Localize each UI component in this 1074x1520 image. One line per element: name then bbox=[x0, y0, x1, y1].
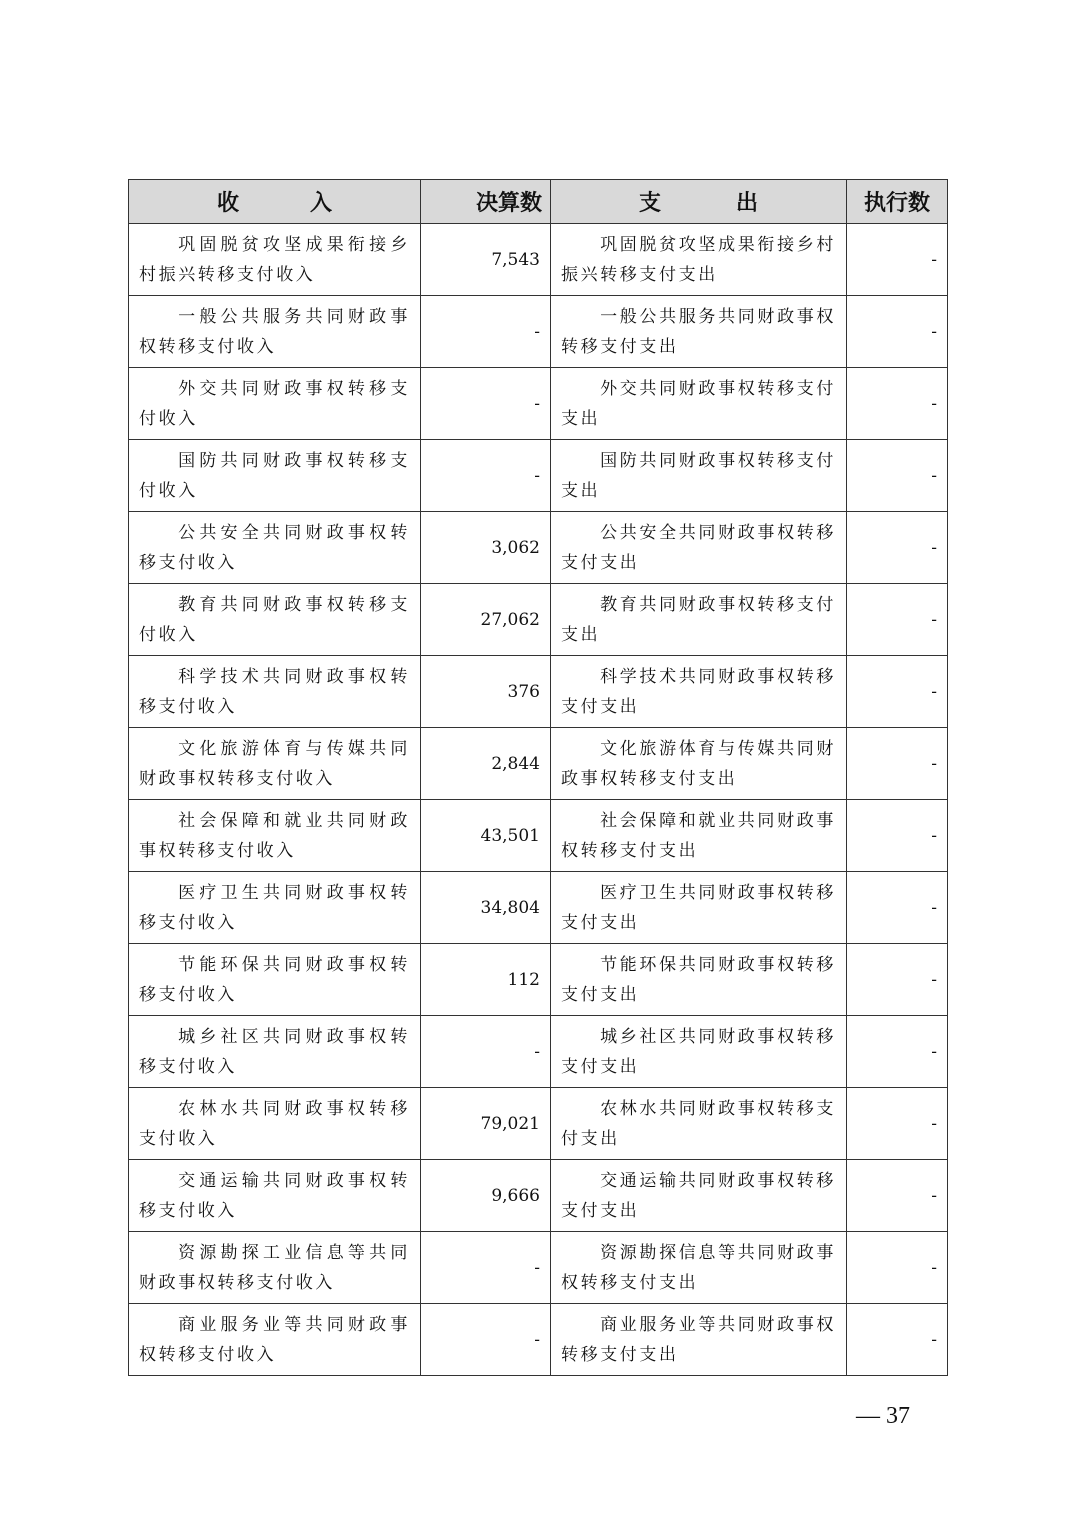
income-amount-cell: - bbox=[421, 1232, 551, 1304]
expend-amount-cell: - bbox=[847, 800, 948, 872]
expend-amount-cell: - bbox=[847, 1304, 948, 1376]
expend-amount-cell: - bbox=[847, 944, 948, 1016]
table-row bbox=[129, 1304, 948, 1376]
income-item-cell: 一般公共服务共同财政事权转移支付收入 bbox=[129, 296, 421, 368]
expend-item-cell: 农林水共同财政事权转移支付支出 bbox=[551, 1088, 847, 1160]
table-row bbox=[129, 1160, 948, 1232]
income-amount-cell: 376 bbox=[421, 656, 551, 728]
expend-item-cell: 教育共同财政事权转移支付支出 bbox=[551, 584, 847, 656]
expend-amount-cell: - bbox=[847, 728, 948, 800]
income-column-header bbox=[129, 180, 421, 224]
income-amount-cell: 7,543 bbox=[421, 224, 551, 296]
income-amount-cell: - bbox=[421, 1016, 551, 1088]
table-row bbox=[129, 800, 948, 872]
income-item-cell: 文化旅游体育与传媒共同财政事权转移支付收入 bbox=[129, 728, 421, 800]
expend-header-right: 出 bbox=[735, 191, 758, 216]
expend-item-cell: 交通运输共同财政事权转移支付支出 bbox=[551, 1160, 847, 1232]
income-item-cell: 节能环保共同财政事权转移支付收入 bbox=[129, 944, 421, 1016]
income-item-cell: 城乡社区共同财政事权转移支付收入 bbox=[129, 1016, 421, 1088]
budget-table bbox=[128, 179, 948, 1376]
expend-column-header bbox=[551, 180, 847, 224]
table-row bbox=[129, 296, 948, 368]
income-item-cell: 医疗卫生共同财政事权转移支付收入 bbox=[129, 872, 421, 944]
income-item-cell: 农林水共同财政事权转移支付收入 bbox=[129, 1088, 421, 1160]
expend-item-cell: 外交共同财政事权转移支付支出 bbox=[551, 368, 847, 440]
expend-amount-header: 执行数 bbox=[847, 180, 948, 224]
page-number: — 37 bbox=[856, 1403, 910, 1429]
income-amount-cell: 2,844 bbox=[421, 728, 551, 800]
table-row bbox=[129, 440, 948, 512]
income-header-left: 收 bbox=[217, 191, 240, 216]
expend-amount-cell: - bbox=[847, 1232, 948, 1304]
table-row bbox=[129, 512, 948, 584]
expend-amount-cell: - bbox=[847, 1088, 948, 1160]
table-body bbox=[129, 224, 948, 1376]
table-row bbox=[129, 224, 948, 296]
expend-item-cell: 社会保障和就业共同财政事权转移支付支出 bbox=[551, 800, 847, 872]
income-item-cell: 教育共同财政事权转移支付收入 bbox=[129, 584, 421, 656]
income-header-right: 入 bbox=[309, 191, 332, 216]
table-row bbox=[129, 1232, 948, 1304]
income-amount-cell: - bbox=[421, 368, 551, 440]
income-amount-header: 决算数 bbox=[421, 180, 551, 224]
expend-amount-cell: - bbox=[847, 872, 948, 944]
table-row bbox=[129, 944, 948, 1016]
table-row bbox=[129, 872, 948, 944]
table-row bbox=[129, 728, 948, 800]
expend-amount-cell: - bbox=[847, 1160, 948, 1232]
expend-item-cell: 商业服务业等共同财政事权转移支付支出 bbox=[551, 1304, 847, 1376]
income-item-cell: 科学技术共同财政事权转移支付收入 bbox=[129, 656, 421, 728]
expend-item-cell: 公共安全共同财政事权转移支付支出 bbox=[551, 512, 847, 584]
expend-amount-cell: - bbox=[847, 224, 948, 296]
income-amount-cell: - bbox=[421, 440, 551, 512]
expend-amount-cell: - bbox=[847, 368, 948, 440]
table-row bbox=[129, 584, 948, 656]
expend-item-cell: 国防共同财政事权转移支付支出 bbox=[551, 440, 847, 512]
expend-item-cell: 科学技术共同财政事权转移支付支出 bbox=[551, 656, 847, 728]
expend-item-cell: 节能环保共同财政事权转移支付支出 bbox=[551, 944, 847, 1016]
income-item-cell: 商业服务业等共同财政事权转移支付收入 bbox=[129, 1304, 421, 1376]
income-amount-cell: 79,021 bbox=[421, 1088, 551, 1160]
expend-item-cell: 文化旅游体育与传媒共同财政事权转移支付支出 bbox=[551, 728, 847, 800]
expend-item-cell: 城乡社区共同财政事权转移支付支出 bbox=[551, 1016, 847, 1088]
income-amount-cell: 3,062 bbox=[421, 512, 551, 584]
income-amount-cell: 34,804 bbox=[421, 872, 551, 944]
table-row bbox=[129, 368, 948, 440]
expend-amount-cell: - bbox=[847, 1016, 948, 1088]
expend-amount-cell: - bbox=[847, 296, 948, 368]
income-item-cell: 外交共同财政事权转移支付收入 bbox=[129, 368, 421, 440]
table-header-row bbox=[129, 180, 948, 224]
income-amount-cell: - bbox=[421, 296, 551, 368]
income-item-cell: 资源勘探工业信息等共同财政事权转移支付收入 bbox=[129, 1232, 421, 1304]
expend-header-left: 支 bbox=[639, 191, 662, 216]
expend-amount-cell: - bbox=[847, 584, 948, 656]
table-row bbox=[129, 1016, 948, 1088]
income-amount-cell: 43,501 bbox=[421, 800, 551, 872]
expend-amount-cell: - bbox=[847, 512, 948, 584]
expend-amount-cell: - bbox=[847, 440, 948, 512]
income-item-cell: 社会保障和就业共同财政事权转移支付收入 bbox=[129, 800, 421, 872]
expend-item-cell: 医疗卫生共同财政事权转移支付支出 bbox=[551, 872, 847, 944]
income-amount-cell: 112 bbox=[421, 944, 551, 1016]
table-row bbox=[129, 1088, 948, 1160]
expend-item-cell: 资源勘探信息等共同财政事权转移支付支出 bbox=[551, 1232, 847, 1304]
income-amount-cell: - bbox=[421, 1304, 551, 1376]
table-row bbox=[129, 656, 948, 728]
expend-amount-cell: - bbox=[847, 656, 948, 728]
income-item-cell: 公共安全共同财政事权转移支付收入 bbox=[129, 512, 421, 584]
income-item-cell: 交通运输共同财政事权转移支付收入 bbox=[129, 1160, 421, 1232]
expend-item-cell: 一般公共服务共同财政事权转移支付支出 bbox=[551, 296, 847, 368]
income-amount-cell: 27,062 bbox=[421, 584, 551, 656]
income-item-cell: 巩固脱贫攻坚成果衔接乡村振兴转移支付收入 bbox=[129, 224, 421, 296]
expend-item-cell: 巩固脱贫攻坚成果衔接乡村振兴转移支付支出 bbox=[551, 224, 847, 296]
income-item-cell: 国防共同财政事权转移支付收入 bbox=[129, 440, 421, 512]
income-amount-cell: 9,666 bbox=[421, 1160, 551, 1232]
